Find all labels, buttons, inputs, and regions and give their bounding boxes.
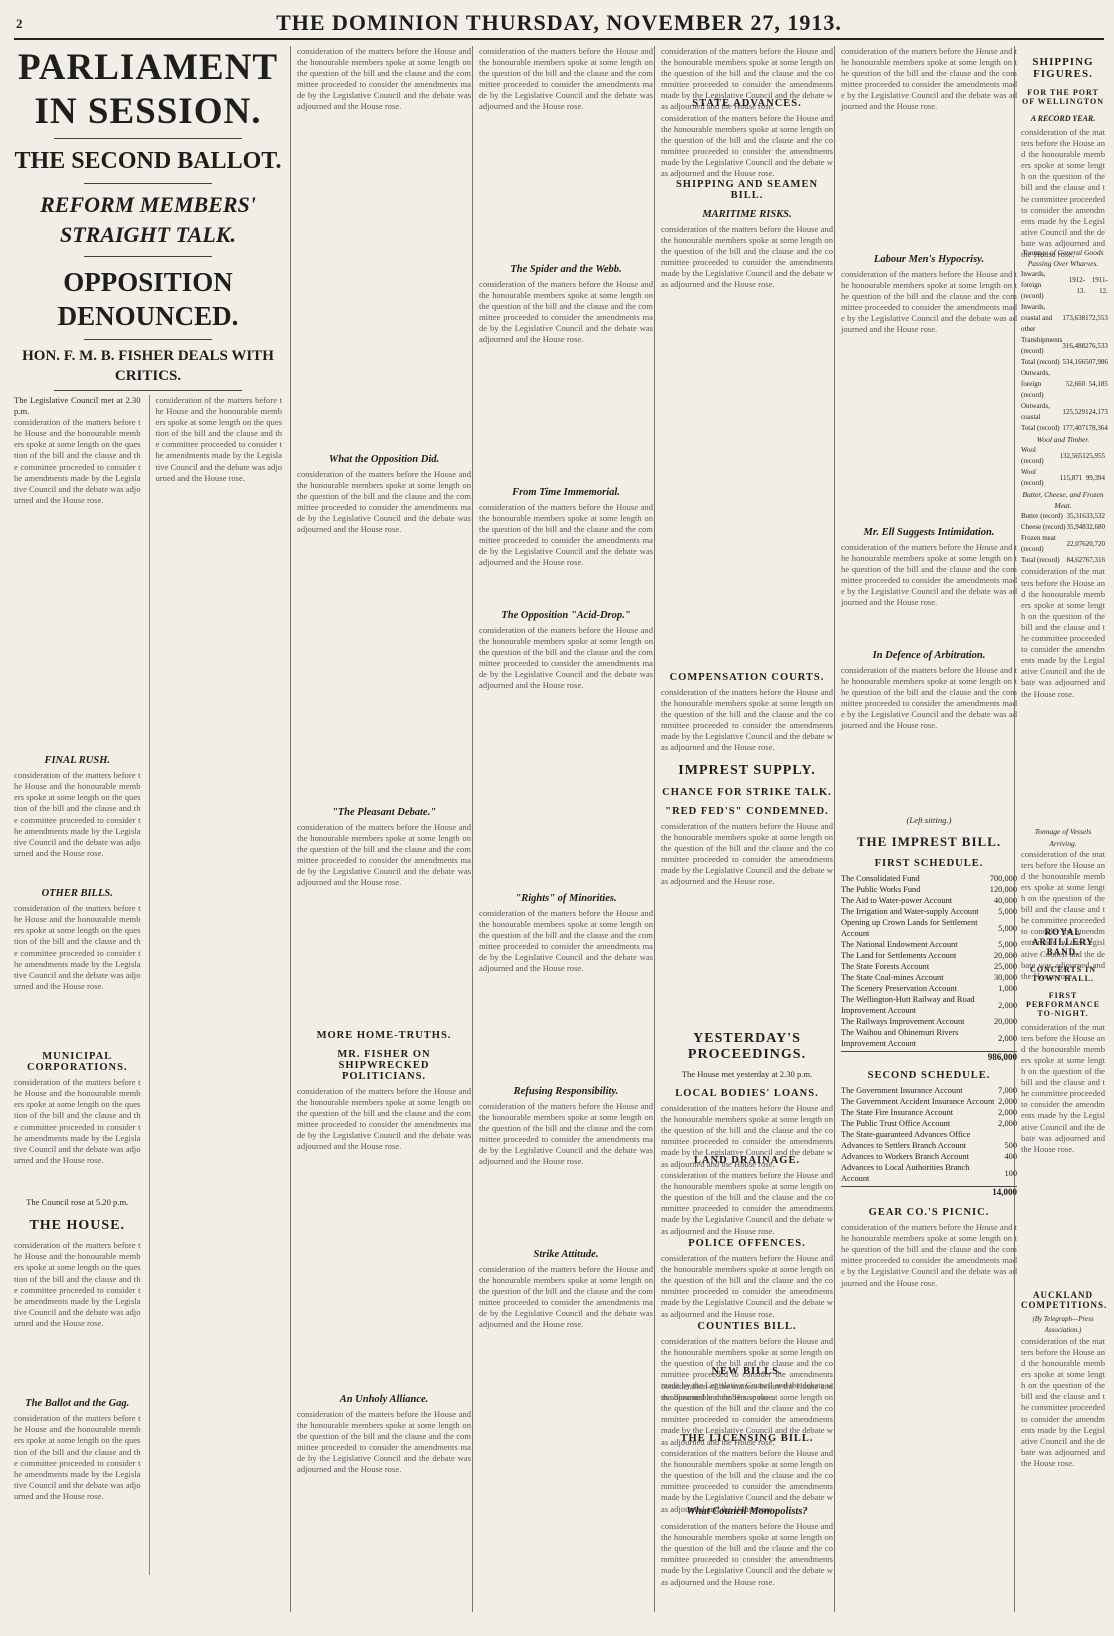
sub-concerts: CONCERTS IN TOWN HALL. [1029,964,1097,983]
tonnage-row-cell: 178,364 [1085,424,1108,433]
sub-yesterday: YESTERDAY'S PROCEEDINGS. [687,1031,807,1062]
divider [54,390,242,391]
tonnage-row-cell: 172,553 [1085,314,1108,323]
sub-other-bills: OTHER BILLS. [41,888,113,900]
sub-port: FOR THE PORT OF WELLINGTON [1022,88,1104,106]
article-text [661,1253,833,1313]
article-text [479,279,653,479]
tonnage-row [1021,368,1108,401]
first-schedule-total: 986,000 [841,1051,1017,1062]
tonnage-row-cell: Total (record) [1021,424,1060,433]
column-4 [654,46,833,1612]
schedule-row-cell: The Scenery Preservation Account [841,984,958,994]
article-text [479,625,653,885]
article-text [297,1409,471,1549]
butter-row-cell: Frozen meat (record) [1021,534,1056,554]
house-met: The House met yesterday at 2.30 p.m. [681,1069,813,1079]
schedule-row-cell: The Land for Settlements Account [841,951,957,961]
tonnage-row-cell: Inwards, coastal and other [1021,303,1053,334]
wool-row [1021,445,1105,467]
article-text [661,1170,833,1230]
tonnage-heading: Tonnage of General Goods Passing Over Wharves. [1022,248,1104,269]
article-text [479,1264,653,1564]
sub-gear-picnic: GEAR CO.'S PICNIC. [868,1207,990,1219]
tonnage-row-cell: 316,488 [1062,341,1086,350]
butter-row-cell: 22,076 [1066,539,1086,548]
tonnage-row-cell: 173,638 [1062,314,1086,323]
article-text [479,46,653,256]
sub-from-time: From Time Immemorial. [512,487,620,498]
article-text [14,903,141,1043]
column-5 [834,46,1017,1612]
schedule-row [841,1162,1017,1184]
schedule-row-cell: Advances to Workers Branch Account [841,1152,970,1162]
sub-shipping-figures: SHIPPING FIGURES. [1032,56,1094,80]
schedule-row-cell: The Consolidated Fund [841,874,920,884]
article-text [1021,127,1105,247]
schedule-row-cell: The Waihou and Ohinemuri Rivers Improvement Account [841,1028,959,1049]
sub-municipal: MUNICIPAL CORPORATIONS. [26,1051,128,1074]
schedule-row-cell: The State Forests Account [841,962,930,972]
column-2 [290,46,471,1612]
article-text [14,770,141,880]
divider [54,138,242,139]
schedule-row-cell: Advances to Local Authorities Branch Account [841,1163,970,1184]
article-text [1021,1336,1105,1636]
first-schedule-table [841,873,1017,1049]
schedule-row [841,895,1017,906]
sub-shipwrecked: MR. FISHER ON SHIPWRECKED POLITICIANS. [337,1049,431,1082]
schedule-row [841,1129,1017,1140]
tonnage-row-cell: 1912-13. [1068,275,1086,295]
butter-row [1021,511,1105,522]
schedule-row [841,917,1017,939]
butter-row [1021,533,1105,555]
wool-row [1021,467,1105,489]
schedule-row-cell: 1,000 [998,984,1017,994]
council-rose: The Council rose at 5.20 p.m. [26,1197,129,1208]
butter-row-cell: Total (record) [1021,556,1060,565]
headline-reform-members: REFORM MEMBERS' STRAIGHT TALK. [40,192,256,247]
sub-opposition-did: What the Opposition Did. [328,454,440,465]
tonnage-row [1021,423,1108,434]
col1-left-text [14,395,141,1575]
column-3 [472,46,653,1612]
tonnage-row-cell: Inwards, foreign (record) [1021,270,1046,301]
schedule-row-cell: 120,000 [989,885,1017,895]
butter-row-cell: 33,532 [1085,512,1105,521]
tonnage-row-cell: Transhipments (record) [1021,336,1063,356]
sub-record-year: A RECORD YEAR. [1030,114,1096,123]
schedule-row [841,1016,1017,1027]
divider [84,256,212,257]
sub-second-schedule: SECOND SCHEDULE. [867,1070,991,1082]
butter-row-cell: 67,316 [1085,556,1105,565]
wool-row-cell: 132,565 [1059,451,1083,460]
schedule-row [841,1096,1017,1107]
article-text [297,469,471,799]
article-text [841,46,1017,246]
article-text [14,417,141,747]
sub-first-schedule: FIRST SCHEDULE. [874,858,984,870]
tonnage-row-cell: 276,533 [1085,341,1108,350]
divider [84,183,212,184]
tonnage-row-cell: 54,185 [1088,380,1108,389]
schedule-row-cell: The Railways Improvement Account [841,1017,965,1027]
tonnage-row-cell: 534,166 [1062,358,1086,367]
tonnage-table [1021,269,1108,434]
butter-heading: Butter, Cheese, and Frozen Meat. [1022,490,1104,511]
article-text [661,1521,833,1581]
article-text [661,224,833,664]
butter-row-cell: 84,627 [1066,556,1086,565]
butter-row-cell: 20,720 [1085,539,1105,548]
schedule-row-cell: The National Endowment Account [841,940,958,950]
tonnage-vessels-heading: Tonnage of Vessels Arriving. [1034,827,1092,848]
butter-row [1021,555,1105,566]
sub-spider-webb: The Spider and the Webb. [510,264,622,275]
tonnage-row [1021,357,1108,368]
tonnage-row-cell: Total (record) [1021,358,1060,367]
schedule-row [841,1085,1017,1096]
schedule-row-cell: 40,000 [993,896,1017,906]
schedule-row-cell: 7,000 [998,1086,1017,1096]
schedule-row [841,1118,1017,1129]
schedule-row-cell: 2,000 [998,1097,1017,1107]
schedule-row-cell: 5,000 [998,923,1017,933]
schedule-row-cell: The Wellington-Hutt Railway and Road Improvement Account [841,995,975,1016]
article-text [156,395,283,1575]
article-text [841,542,1017,642]
schedule-row-cell: 20,000 [993,1017,1017,1027]
schedule-row-cell: The Government Accident Insurance Account [841,1097,995,1107]
sub-labour-hypocrisy: Labour Men's Hypocrisy. [873,254,985,265]
sub-imprest-supply: IMPREST SUPPLY. [678,763,816,778]
schedule-row-cell: 2,000 [998,1033,1017,1043]
article-text [661,1336,833,1358]
wool-row-cell: Wool (record) [1021,446,1044,466]
sub-minorities: "Rights" of Minorities. [515,893,617,904]
article-text [297,822,471,1022]
article-text [14,1413,141,1553]
schedule-row-cell: 700,000 [989,874,1017,884]
schedule-row [841,884,1017,895]
schedule-row-cell: 25,000 [993,962,1017,972]
schedule-row [841,972,1017,983]
schedule-row [841,961,1017,972]
schedule-row-cell: Advances to Settlers Branch Account [841,1141,967,1151]
tonnage-row-cell: 52,660 [1065,380,1086,389]
schedule-row-cell: 100 [1004,1168,1017,1178]
article-text [841,269,1017,519]
article-text [661,687,833,753]
page-number: 2 [16,16,23,31]
article-text [661,46,833,90]
sub-shipping-seamen: SHIPPING AND SEAMEN BILL. [675,179,819,201]
schedule-row-cell: The Aid to Water-power Account [841,896,953,906]
sub-strike-attitude: Strike Attitude. [533,1249,599,1260]
col1-right-text [149,395,283,1575]
schedule-row-cell: 2,000 [998,1108,1017,1118]
schedule-row-cell: The State Fire Insurance Account [841,1108,954,1118]
column-1 [14,46,282,1612]
article-text [1021,1022,1105,1282]
newspaper-page [14,8,1108,1612]
schedule-row [841,1140,1017,1151]
wool-row-cell: 125,955 [1082,451,1105,460]
headline-second-ballot: THE SECOND BALLOT. [14,148,282,174]
schedule-row-cell: The Government Insurance Account [841,1086,963,1096]
article-text [479,502,653,602]
schedule-row [841,1107,1017,1118]
article-text [297,1086,471,1386]
sub-compensation: COMPENSATION COURTS. [669,672,825,683]
sub-new-bills: NEW BILLS. [711,1366,783,1378]
tonnage-row [1021,302,1108,335]
masthead [14,8,1104,40]
sub-acid-drop: The Opposition "Acid-Drop." [501,610,631,621]
sub-home-truths: MORE HOME-TRUTHS. [316,1030,452,1041]
schedule-row [841,1151,1017,1162]
divider [84,339,212,340]
schedule-row-cell: 2,000 [998,1000,1017,1010]
schedule-row-cell: The Public Trust Office Account [841,1119,951,1129]
tonnage-row [1021,401,1108,423]
tonnage-row [1021,269,1108,302]
sub-the-house: THE HOUSE. [29,1218,126,1234]
schedule-row-cell: The State-guaranteed Advances Office [841,1130,971,1140]
butter-row-cell: Butter (record) [1021,512,1063,521]
article-text [14,1240,141,1390]
tonnage-row-cell: 177,407 [1062,424,1086,433]
article-text [479,1101,653,1241]
col1-body [14,395,282,1575]
butter-row-cell: 35,316 [1066,512,1086,521]
tonnage-row-cell: 124,173 [1085,407,1108,416]
left-sitting: (Left sitting.) [906,815,952,825]
article-text [841,665,1017,815]
auckland-source: (By Telegraph—Press Association.) [1032,1314,1094,1334]
sub-what-council: What Council Monopolists? [686,1506,808,1518]
sub-first-performance: FIRST PERFORMANCE TO-NIGHT. [1025,990,1101,1018]
schedule-row [841,939,1017,950]
sub-licensing: THE LICENSING BILL. [680,1433,814,1445]
column-6 [1014,46,1108,1612]
sub-refusing: Refusing Responsibility. [513,1086,619,1097]
tonnage-row-cell: 125,529 [1062,407,1086,416]
sub-land-drainage: LAND DRAINAGE. [693,1155,801,1167]
opening-line: The Legislative Council met at 2.30 p.m. [14,395,141,417]
headline-parliament: PARLIAMENT IN SESSION. [17,47,279,132]
sub-auckland: AUCKLAND COMPETITIONS. [1021,1289,1108,1310]
schedule-row [841,873,1017,884]
sub-pleasant-debate: "The Pleasant Debate." [331,807,437,818]
schedule-row [841,1027,1017,1049]
article-text [661,821,833,1021]
headline-opposition-denounced: OPPOSITION DENOUNCED. [57,267,239,331]
tonnage-row-cell: 1911-12. [1091,275,1108,295]
schedule-row-cell: 5,000 [998,940,1017,950]
wool-row-cell: 99,394 [1085,473,1105,482]
schedule-row-cell: 2,000 [998,1119,1017,1129]
second-schedule-table [841,1085,1017,1184]
sub-imprest-bill: THE IMPREST BILL. [856,834,1002,850]
tonnage-row [1021,335,1108,357]
sub-strike-talk: CHANCE FOR STRIKE TALK. [662,787,832,798]
wool-row-cell: 115,871 [1059,473,1083,482]
sub-police-offences: POLICE OFFENCES. [688,1238,806,1250]
butter-row [1021,522,1105,533]
tonnage-row-cell: 507,986 [1085,358,1108,367]
sub-state-advances: STATE ADVANCES. [692,98,802,109]
schedule-row-cell: Opening up Crown Lands for Settlement Account [841,918,978,939]
sub-final-rush: FINAL RUSH. [44,755,111,767]
schedule-row-cell: 20,000 [993,951,1017,961]
wool-row-cell: Wool (record) [1021,468,1044,488]
article-text [661,1103,833,1147]
sub-royal-artillery: ROYAL ARTILLERY BAND. [1032,926,1094,957]
schedule-row [841,906,1017,917]
masthead-title: THE DOMINION THURSDAY, NOVEMBER 27, 1913. [276,10,842,35]
tonnage-row-cell: Outwards, coastal [1021,402,1050,422]
tonnage-row-cell: Outwards, foreign (record) [1021,369,1050,400]
article-text [661,1448,833,1498]
wool-heading: Wool and Timber. [1036,435,1090,445]
schedule-row-cell: The Public Works Fund [841,885,921,895]
sub-counties: COUNTIES BILL. [697,1321,797,1333]
columns [14,46,1108,1612]
article-text [1021,566,1105,826]
sub-unholy-alliance: An Unholy Alliance. [339,1394,429,1405]
schedule-row-cell: 400 [1004,1152,1017,1162]
second-schedule-total: 14,000 [841,1186,1017,1197]
butter-table [1021,511,1105,566]
article-text [841,1222,1017,1422]
schedule-row [841,983,1017,994]
headline-fisher: HON. F. M. B. FISHER DEALS WITH CRITICS. [22,348,274,384]
schedule-row-cell: 500 [1004,1141,1017,1151]
sub-red-feds: "RED FED'S" CONDEMNED. [665,806,829,817]
sub-ballot-gag: The Ballot and the Gag. [25,1398,130,1410]
sub-maritime: MARITIME RISKS. [702,209,792,220]
wool-table [1021,445,1105,489]
article-text [479,908,653,1078]
article-text [14,1077,141,1197]
butter-row-cell: 32,680 [1085,523,1105,532]
article-text [297,46,471,446]
schedule-row-cell: 30,000 [993,973,1017,983]
article-text [1021,849,1105,919]
butter-row-cell: 35,948 [1066,523,1086,532]
sub-local-bodies: LOCAL BODIES' LOANS. [675,1088,819,1100]
schedule-row-cell: The State Coal-mines Account [841,973,944,983]
schedule-row-cell: The Irrigation and Water-supply Account [841,907,979,917]
butter-row-cell: Cheese (record) [1021,523,1066,532]
schedule-row [841,950,1017,961]
sub-defence-arbitration: In Defence of Arbitration. [872,650,986,661]
schedule-row-cell: 5,000 [998,907,1017,917]
article-text [661,113,833,171]
article-text [661,1381,833,1425]
sub-suggested-intimidation: Mr. Ell Suggests Intimidation. [863,527,995,538]
schedule-row [841,994,1017,1016]
